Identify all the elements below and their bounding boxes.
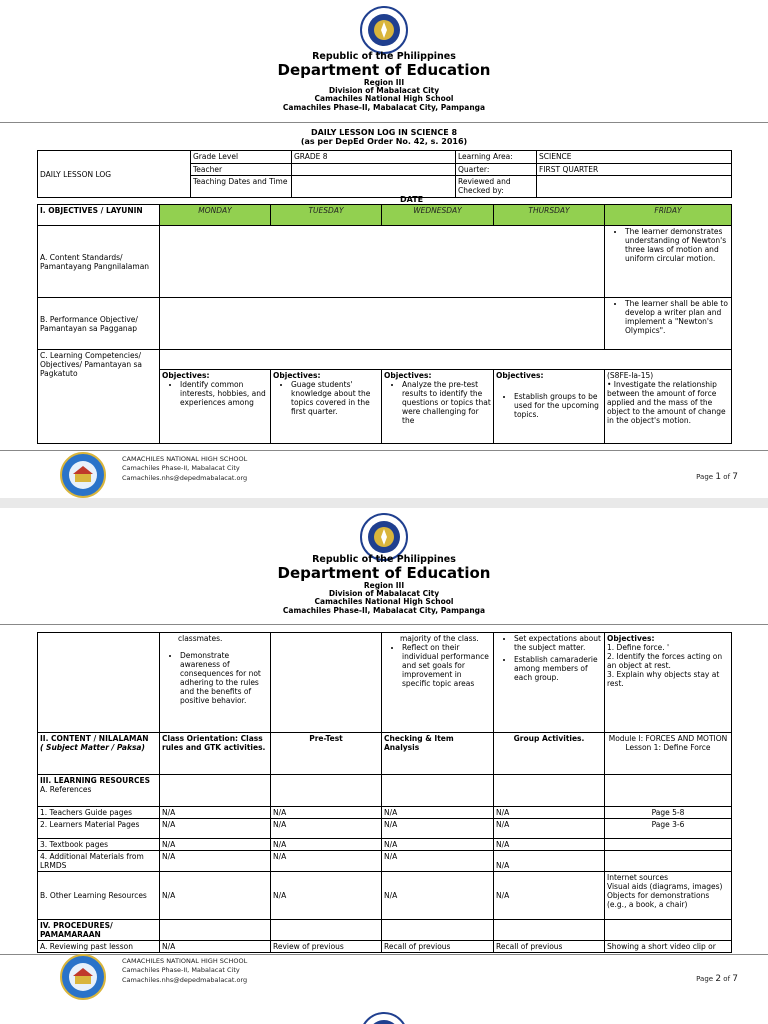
header-rule (0, 122, 768, 123)
tuesday-content: Pre-Test (271, 733, 382, 775)
table-cell (160, 775, 271, 807)
row-performance: B. Performance Objective/ Pamantayan sa Pagganap (38, 298, 160, 350)
table-cell (382, 775, 494, 807)
school-logo-icon (60, 954, 106, 1000)
footer-rule (0, 450, 768, 451)
table-cell: N/A (494, 851, 605, 872)
page-number-part: 7 (732, 472, 738, 482)
day-monday: MONDAY (160, 205, 271, 226)
table-cell (382, 920, 494, 941)
friday-other-resources: Internet sources Visual aids (diagrams, images) Objects for demonstrations (e.g., a book, a chair) (605, 872, 732, 920)
lesson-table-p1 (37, 204, 732, 444)
row-learning-resources: III. LEARNING RESOURCES A. References (38, 775, 160, 807)
wednesday-objectives-cont: majority of the class. • Reflect on their individual performance and set goals for improvement in specific topic areas (382, 633, 494, 733)
page-number-part: 2 (715, 974, 722, 984)
row-additional-materials: 4. Additional Materials from LRMDS (38, 851, 160, 872)
table-cell: N/A (494, 839, 605, 851)
table-cell: N/A (382, 839, 494, 851)
row-reviewing: A. Reviewing past lesson (38, 941, 160, 953)
table-cell: N/A (271, 807, 382, 819)
table-cell (494, 920, 605, 941)
thursday-content: Group Activities. (494, 733, 605, 775)
area-value: SCIENCE (537, 151, 732, 164)
dates-label: Teaching Dates and Time (191, 176, 292, 198)
table-cell (271, 775, 382, 807)
letterhead: Republic of the Philippines Department of Education Region III Division of Mabalacat City Camachiles National High School Camachiles Phase-II, Mabalacat City, Pampanga (277, 554, 491, 615)
table-cell: N/A (382, 851, 494, 872)
page-number-part: 1 (715, 472, 722, 482)
thursday-objectives: Objectives: • Establish groups to be used for the upcoming topics. (494, 370, 605, 444)
table-cell: N/A (160, 839, 271, 851)
table-cell: Review of previous (271, 941, 382, 953)
row-content-standards: A. Content Standards/ Pamantayang Pangnilalaman (38, 226, 160, 298)
quarter-value: FIRST QUARTER (537, 163, 732, 176)
table-cell: N/A (271, 839, 382, 851)
department-line: Department of Education (277, 61, 491, 80)
table-cell: N/A (160, 819, 271, 839)
table-cell: N/A (160, 941, 271, 953)
friday-lm: Page 3-6 (605, 819, 732, 839)
monday-content: Class Orientation: Class rules and GTK activities. (160, 733, 271, 775)
table-cell: N/A (271, 872, 382, 920)
page-number-part: of (723, 473, 731, 481)
teacher-label: Teacher (191, 163, 292, 176)
monday-objectives-cont: classmates. • Demonstrate awareness of consequences for not adhering to the rules and the benefits of positive behavior. (160, 633, 271, 733)
performance-mon-thu (160, 298, 605, 350)
date-label: DATE (400, 195, 424, 204)
reviewed-label: Reviewed and Checked by: (456, 176, 537, 198)
row-procedures: IV. PROCEDURES/ PAMAMARAAN (38, 920, 160, 941)
lesson-table-p2 (37, 632, 732, 953)
continued-label (38, 633, 160, 733)
day-wednesday: WEDNESDAY (382, 205, 494, 226)
friday-objectives: (S8FE-Ia-15) • Investigate the relationship between the amount of force applied and the mass of the object to the amount of change in the object's motion. (605, 370, 732, 444)
header-rule (0, 624, 768, 625)
row-teachers-guide: 1. Teachers Guide pages (38, 807, 160, 819)
day-tuesday: TUESDAY (271, 205, 382, 226)
day-friday: FRIDAY (605, 205, 732, 226)
grade-label: Grade Level (191, 151, 292, 164)
document-title: DAILY LESSON LOG IN SCIENCE 8 (as per DepEd Order No. 42, s. 2016) (300, 128, 468, 147)
table-cell: N/A (160, 872, 271, 920)
table-cell: N/A (271, 819, 382, 839)
row-objectives: I. OBJECTIVES / LAYUNIN (38, 205, 160, 226)
table-cell (271, 920, 382, 941)
area-label: Learning Area: (456, 151, 537, 164)
friday-content: Module I: FORCES AND MOTION Lesson 1: Define Force (605, 733, 732, 775)
row-other-resources: B. Other Learning Resources (38, 872, 160, 920)
tuesday-objectives: Objectives: • Guage students' knowledge about the topics covered in the first quarter. (271, 370, 382, 444)
page-number (696, 974, 738, 984)
table-cell: N/A (160, 851, 271, 872)
content-standards-fri: • The learner demonstrates understanding of Newton's three laws of motion and uniform circular motion. (605, 226, 732, 298)
row-competencies: C. Learning Competencies/ Objectives/ Pamantayan sa Pagkatuto (38, 350, 160, 444)
performance-fri: • The learner shall be able to develop a writer plan and implement a "Newton's Olympics". (605, 298, 732, 350)
competencies-blank (160, 350, 732, 370)
footer-text: CAMACHILES NATIONAL HIGH SCHOOL Camachiles Phase-II, Mabalacat City Camachiles.nhs@depedmabalacat.org (122, 455, 248, 482)
quarter-label: Quarter: (456, 163, 537, 176)
deped-seal-icon (360, 1012, 408, 1024)
content-standards-mon-thu (160, 226, 605, 298)
friday-tg: Page 5-8 (605, 807, 732, 819)
row-content: II. CONTENT / NILALAMAN ( Subject Matter / Paksa) (38, 733, 160, 775)
school-logo-icon (60, 452, 106, 498)
table-cell: Recall of previous (494, 941, 605, 953)
row-textbook: 3. Textbook pages (38, 839, 160, 851)
table-cell (605, 839, 732, 851)
table-cell (605, 851, 732, 872)
table-cell: N/A (160, 807, 271, 819)
page-number-part: Page (696, 975, 714, 983)
wednesday-content: Checking & Item Analysis (382, 733, 494, 775)
page-1 (0, 0, 768, 500)
page-2 (0, 508, 768, 1008)
school-line: Camachiles National High School (314, 94, 454, 104)
page-3-peek (0, 1012, 768, 1024)
table-cell (605, 775, 732, 807)
table-cell (160, 920, 271, 941)
table-cell: Showing a short video clip or (605, 941, 732, 953)
dates-value (292, 176, 456, 198)
day-thursday: THURSDAY (494, 205, 605, 226)
division-line: Division of Mabalacat City (328, 86, 440, 96)
republic-line: Republic of the Philippines (312, 51, 456, 62)
tuesday-objectives-cont (271, 633, 382, 733)
page-number (696, 472, 738, 482)
region-line: Region III (363, 77, 405, 87)
table-cell: N/A (494, 872, 605, 920)
thursday-objectives-cont: • Set expectations about the subject matter. • Establish camaraderie among members of each group. (494, 633, 605, 733)
page-number-part: 7 (732, 974, 738, 984)
reviewed-value (537, 176, 732, 198)
table-cell: N/A (382, 819, 494, 839)
table-cell: N/A (494, 819, 605, 839)
table-cell: Recall of previous (382, 941, 494, 953)
footer-p2 (0, 954, 768, 1004)
address-line: Camachiles Phase-II, Mabalacat City, Pampanga (282, 102, 486, 112)
page-number-part: Page (696, 473, 714, 481)
wednesday-objectives: Objectives: • Analyze the pre-test results to identify the questions or topics that were challenging for the (382, 370, 494, 444)
dll-label: DAILY LESSON LOG (38, 151, 191, 198)
table-cell: N/A (382, 872, 494, 920)
table-cell (605, 920, 732, 941)
letterhead (0, 52, 768, 112)
table-cell: N/A (494, 807, 605, 819)
row-learners-material: 2. Learners Material Pages (38, 819, 160, 839)
teacher-value (292, 163, 456, 176)
page-number-part: of (723, 975, 731, 983)
footer-text: CAMACHILES NATIONAL HIGH SCHOOL Camachiles Phase-II, Mabalacat City Camachiles.nhs@depedmabalacat.org (122, 957, 248, 984)
table-cell: N/A (382, 807, 494, 819)
deped-seal-icon (360, 6, 408, 54)
table-cell: N/A (271, 851, 382, 872)
monday-objectives: Objectives: • Identify common interests, hobbies, and experiences among (160, 370, 271, 444)
info-table (37, 150, 732, 198)
table-cell (494, 775, 605, 807)
grade-value: GRADE 8 (292, 151, 456, 164)
footer-p1 (0, 452, 768, 500)
friday-objectives-cont: Objectives: 1. Define force. ' 2. Identify the forces acting on an object at rest. 3. Explain why objects stay at rest. (605, 633, 732, 733)
